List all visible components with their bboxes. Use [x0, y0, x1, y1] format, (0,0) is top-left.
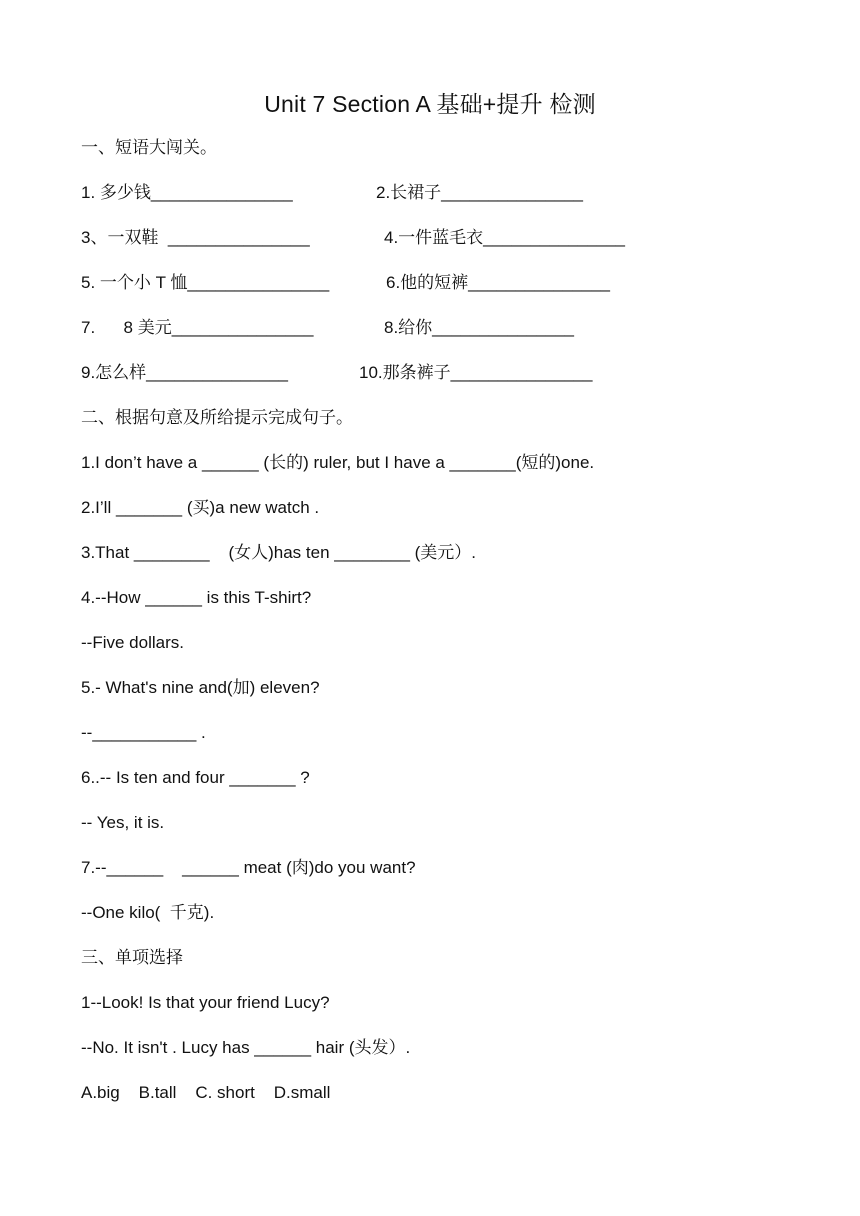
section3-heading: 三、单项选择 [81, 948, 183, 967]
phrase-item-9: 9.怎么样_______________ [81, 363, 288, 382]
sentence-line: --Five dollars. [81, 633, 184, 652]
sentence-line: 6..-- Is ten and four _______ ? [81, 768, 310, 787]
sentence-line: --___________ . [81, 723, 206, 742]
question-line: --No. It isn't . Lucy has ______ hair (头发）. [81, 1038, 411, 1057]
phrase-item-7: 7. 8 美元_______________ [81, 318, 314, 337]
sentence-line: -- Yes, it is. [81, 813, 165, 832]
sentence-line: 2.I’ll _______ (买)a new watch . [81, 498, 320, 517]
sentence-line: 5.- What's nine and(加) eleven? [81, 678, 320, 697]
sentence-line: 7.--______ ______ meat (肉)do you want? [81, 858, 416, 877]
sentence-line: 3.That ________ (女人)has ten ________ (美元）. [81, 543, 477, 562]
phrase-item-1: 1. 多少钱_______________ [81, 183, 293, 202]
phrase-item-6: 6.他的短裤_______________ [386, 273, 610, 292]
sentence-line: 4.--How ______ is this T-shirt? [81, 588, 312, 607]
phrase-item-3: 3、一双鞋 _______________ [81, 228, 310, 247]
sentence-line: 1.I don’t have a ______ (长的) ruler, but I have a _______(短的)one. [81, 453, 595, 472]
phrase-item-2: 2.长裙子_______________ [376, 183, 583, 202]
page-title: Unit 7 Section A 基础+提升 检测 [264, 91, 596, 117]
phrase-item-4: 4.一件蓝毛衣_______________ [384, 228, 625, 247]
section2-heading: 二、根据句意及所给提示完成句子。 [81, 408, 353, 427]
section1-heading: 一、短语大闯关。 [81, 138, 217, 157]
question-line: 1--Look! Is that your friend Lucy? [81, 993, 330, 1012]
phrase-item-5: 5. 一个小 T 恤_______________ [81, 273, 330, 292]
phrase-item-10: 10.那条裤子_______________ [359, 363, 593, 382]
phrase-item-8: 8.给你_______________ [384, 318, 574, 337]
sentence-line: --One kilo( 千克). [81, 903, 215, 922]
answer-options: A.big B.tall C. short D.small [81, 1083, 331, 1102]
